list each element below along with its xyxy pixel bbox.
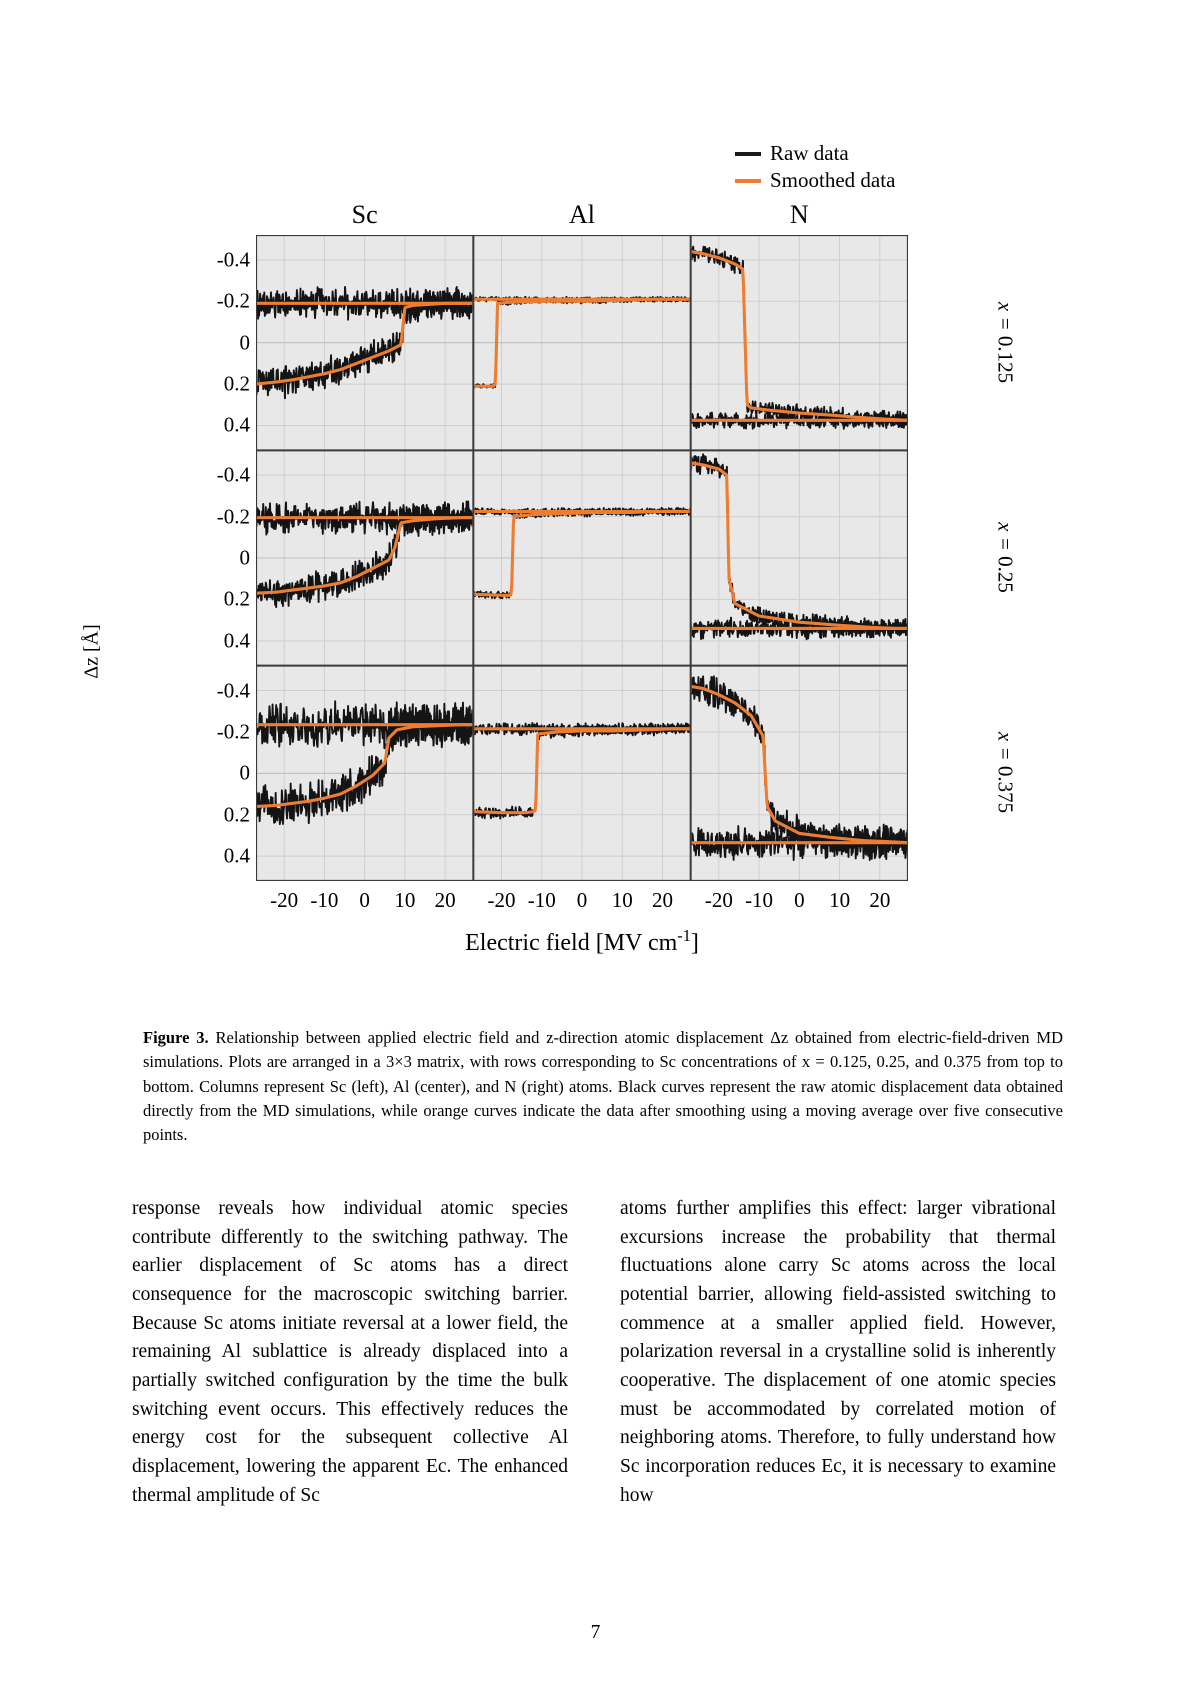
figure-caption-text: Relationship between applied electric field and z-direction atomic displacement Δz obtained from electric-field-driven MD simulations. Plots are arranged in a 3×3 matrix, with rows corresponding to Sc concentrations of x = 0.125, 0.25, and 0.375 from top to bottom. Columns represent Sc (left), Al (center), and N (right) atoms. Black curves represent the raw atomic displacement data obtained directly from the MD simulations, while orange curves indicate the data after smoothing using a moving average over five consecutive points. [143, 1028, 1063, 1144]
y-tick-label: -0.4 [216, 462, 250, 487]
chart-legend [735, 140, 995, 194]
body-paragraph-left: response reveals how individual atomic species contribute differently to the switching pathway. The earlier displacement of Sc atoms has a direct consequence for the macroscopic switching barrier. Because Sc atoms initiate reversal at a lower field, the remaining Al sublattice is already displaced into a partially switched configuration by the time the bulk switching event occurs. This effectively reduces the energy cost for the subsequent collective Al displacement, lowering the apparent Ec. The enhanced thermal amplitude of Sc [132, 1198, 568, 1506]
body-paragraph-right: atoms further amplifies this effect: larger vibrational excursions increase the probability that thermal fluctuations alone carry Sc atoms across the local potential barrier, allowing field-assisted switching to commence at a smaller applied field. However, polarization reversal in a crystalline solid is inherently cooperative. The displacement of one atomic species must be accommodated by correlated motion of neighboring atoms. Therefore, to fully understand how Sc incorporation reduces Ec, it is necessary to examine how [620, 1198, 1056, 1506]
plot-panel [473, 450, 690, 665]
legend-label-raw: Raw data [770, 141, 849, 165]
y-tick-label: 0.2 [223, 802, 250, 827]
x-tick-label: 0 [576, 888, 588, 912]
x-tick-label: 20 [869, 888, 891, 912]
y-tick-label: -0.2 [216, 719, 250, 744]
x-tick-label: 0 [794, 888, 805, 912]
page-number: 7 [590, 1622, 601, 1643]
plot-panel [256, 235, 473, 450]
y-tick-label: 0.4 [223, 412, 250, 437]
y-tick-label: 0 [239, 760, 250, 785]
plot-matrix [256, 235, 908, 881]
column-header-al: Al [568, 200, 595, 229]
x-tick-label: 0 [359, 888, 370, 912]
x-tick-label: -10 [527, 888, 556, 912]
y-tick-label: 0.4 [223, 628, 250, 653]
x-tick-label: 10 [611, 888, 633, 912]
legend-item-smoothed [735, 167, 995, 194]
y-tick-label: 0.4 [223, 843, 250, 868]
x-tick-label: -10 [745, 888, 774, 912]
x-tick-row [473, 888, 690, 918]
x-tick-label: 10 [829, 888, 851, 912]
y-tick-label: -0.4 [216, 678, 250, 702]
x-tick-label: -10 [310, 888, 339, 912]
legend-swatch-smoothed [735, 179, 761, 183]
x-axis-title-close: ] [690, 930, 699, 956]
row-label: x = 0.125 [993, 301, 1018, 383]
row-label: x = 0.375 [993, 732, 1018, 814]
body-text [132, 1195, 1057, 1510]
x-tick-row [256, 888, 473, 918]
x-tick-row [691, 888, 908, 918]
plot-panel [256, 450, 473, 665]
y-tick-label: -0.2 [216, 504, 250, 529]
y-tick-label: -0.2 [216, 288, 250, 313]
plot-panel [473, 666, 690, 881]
y-axis-title: Δz [Å] [80, 624, 103, 679]
body-column-right [620, 1195, 1056, 1510]
y-tick-label: 0.2 [223, 371, 250, 396]
x-axis-title [256, 926, 908, 957]
x-axis-title-superscript: -1 [677, 926, 691, 945]
column-headers [256, 200, 908, 230]
x-tick-label: -20 [704, 888, 733, 912]
x-tick-label: -20 [487, 888, 516, 912]
legend-swatch-raw [735, 152, 761, 156]
y-axis-ticks [186, 235, 250, 881]
x-tick-label: 10 [394, 888, 416, 912]
y-tick-label: -0.4 [216, 247, 250, 272]
x-tick-label: -20 [270, 888, 299, 912]
figure-caption [143, 1026, 1063, 1147]
y-tick-label: 0 [239, 330, 250, 355]
x-tick-label: 20 [434, 888, 456, 912]
body-column-left [132, 1195, 568, 1510]
plot-matrix-svg [256, 235, 908, 881]
plot-panel [256, 666, 473, 881]
legend-label-smoothed: Smoothed data [770, 168, 896, 192]
x-axis-title-base: Electric field [MV cm [465, 930, 678, 956]
x-tick-label: 20 [651, 888, 673, 912]
y-tick-label: 0 [239, 545, 250, 570]
figure-caption-number: Figure 3. [143, 1028, 209, 1047]
column-header-sc: Sc [351, 200, 378, 229]
column-header-n: N [789, 200, 809, 229]
figure-3 [0, 120, 1191, 1020]
legend-item-raw [735, 140, 995, 167]
y-tick-label: 0.2 [223, 586, 250, 611]
plot-panel [473, 235, 690, 450]
row-label: x = 0.25 [993, 522, 1018, 593]
